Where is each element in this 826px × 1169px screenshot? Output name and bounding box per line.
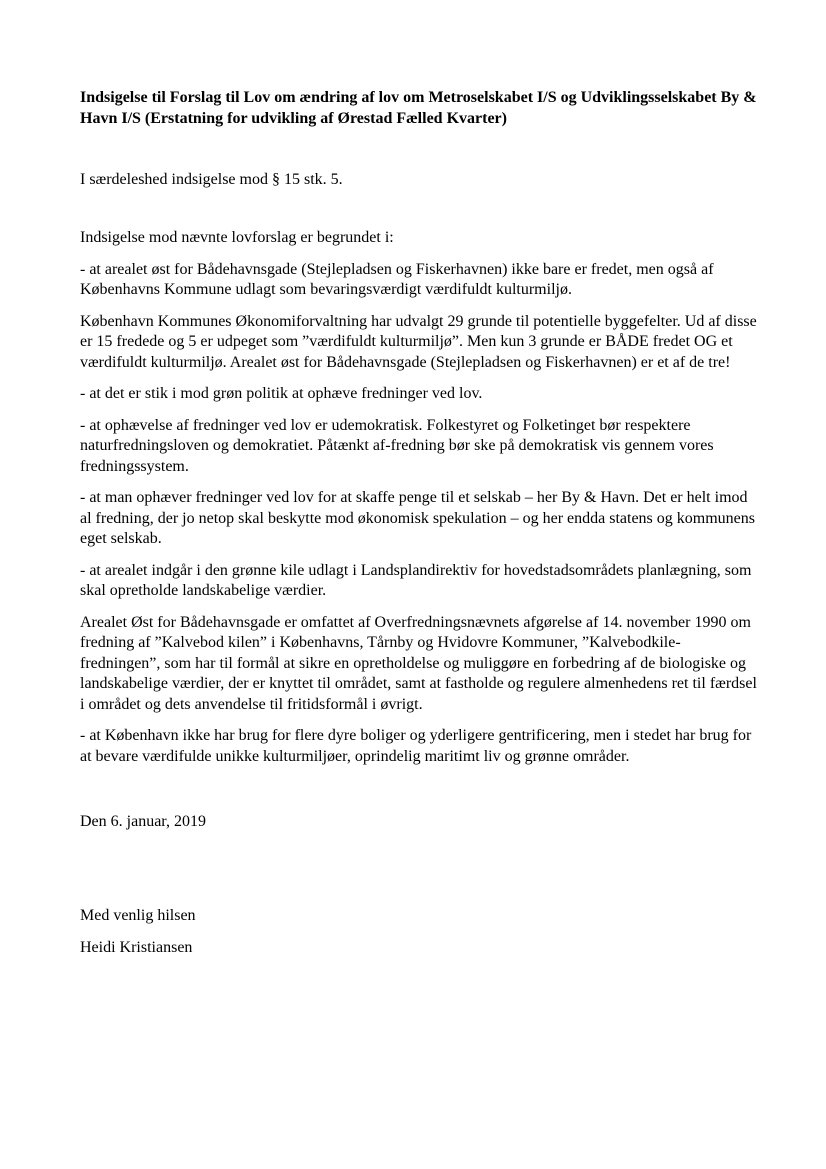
letter-date: Den 6. januar, 2019	[80, 813, 206, 830]
paragraph: - at arealet øst for Bådehavnsgade (Stejlepladsen og Fiskerhavnen) ikke bare er fredet, men også af Københavns Kommune udlagt som bevaringsværdigt værdifuldt kulturmiljø.	[80, 260, 714, 298]
document-body	[80, 228, 760, 778]
signature-name: Heidi Kristiansen	[80, 939, 193, 956]
paragraph: Indsigelse mod nævnte lovforslag er begrundet i:	[80, 229, 394, 246]
paragraph: - at København ikke har brug for flere dyre boliger og yderligere gentrificering, men i stedet har brug for at bevare værdifulde unikke kulturmiljøer, oprindelig maritimt liv og grønne områder.	[80, 727, 752, 765]
paragraph: - at ophævelse af fredninger ved lov er udemokratisk. Folkestyret og Folketinget bør respektere naturfredningsloven og demokratiet. Påtænkt af-fredning bør ske på demokratisk vis gennem vores fredningssystem.	[80, 416, 714, 475]
intro-line: I særdeleshed indsigelse mod § 15 stk. 5.	[80, 171, 343, 188]
paragraph: - at det er stik i mod grøn politik at ophæve fredninger ved lov.	[80, 385, 483, 402]
paragraph: Arealet Øst for Bådehavnsgade er omfattet af Overfredningsnævnets afgørelse af 14. november 1990 om fredning af ”Kalvebod kilen” i Københavns, Tårnby og Hvidovre Kommuner, ”Kalvebodkile-fredningen”, som har til formål at sikre en opretholdelse og muliggøre en forbedring af de biologiske og landskabelige værdier, der er knyttet til området, samt at fastholde og regulere almenhedens ret til færdsel i området og dets anvendelse til fritidsformål i øvrigt.	[80, 613, 757, 713]
document-title: Indsigelse til Forslag til Lov om ændring af lov om Metroselskabet I/S og Udviklingsselskabet By & Havn I/S (Erstatning for udvikling af Ørestad Fælled Kvarter)	[80, 89, 757, 127]
paragraph: København Kommunes Økonomiforvaltning har udvalgt 29 grunde til potentielle byggefelter. Ud af disse er 15 fredede og 5 er udpeget som ”værdifuldt kulturmiljø”. Men kun 3 grunde er BÅDE fredet OG et værdifuldt kulturmiljø. Arealet øst for Bådehavnsgade (Stejlepladsen og Fiskerhavnen) er et af de tre!	[80, 312, 757, 371]
paragraph: - at arealet indgår i den grønne kile udlagt i Landsplandirektiv for hovedstadsområdets planlægning, som skal opretholde landskabelige værdier.	[80, 561, 752, 599]
closing-salutation: Med venlig hilsen	[80, 907, 196, 924]
paragraph: - at man ophæver fredninger ved lov for at skaffe penge til et selskab – her By & Havn. Det er helt imod al fredning, der jo netop skal beskytte mod økonomisk spekulation – og her endda statens og kommunens eget selskab.	[80, 489, 755, 547]
